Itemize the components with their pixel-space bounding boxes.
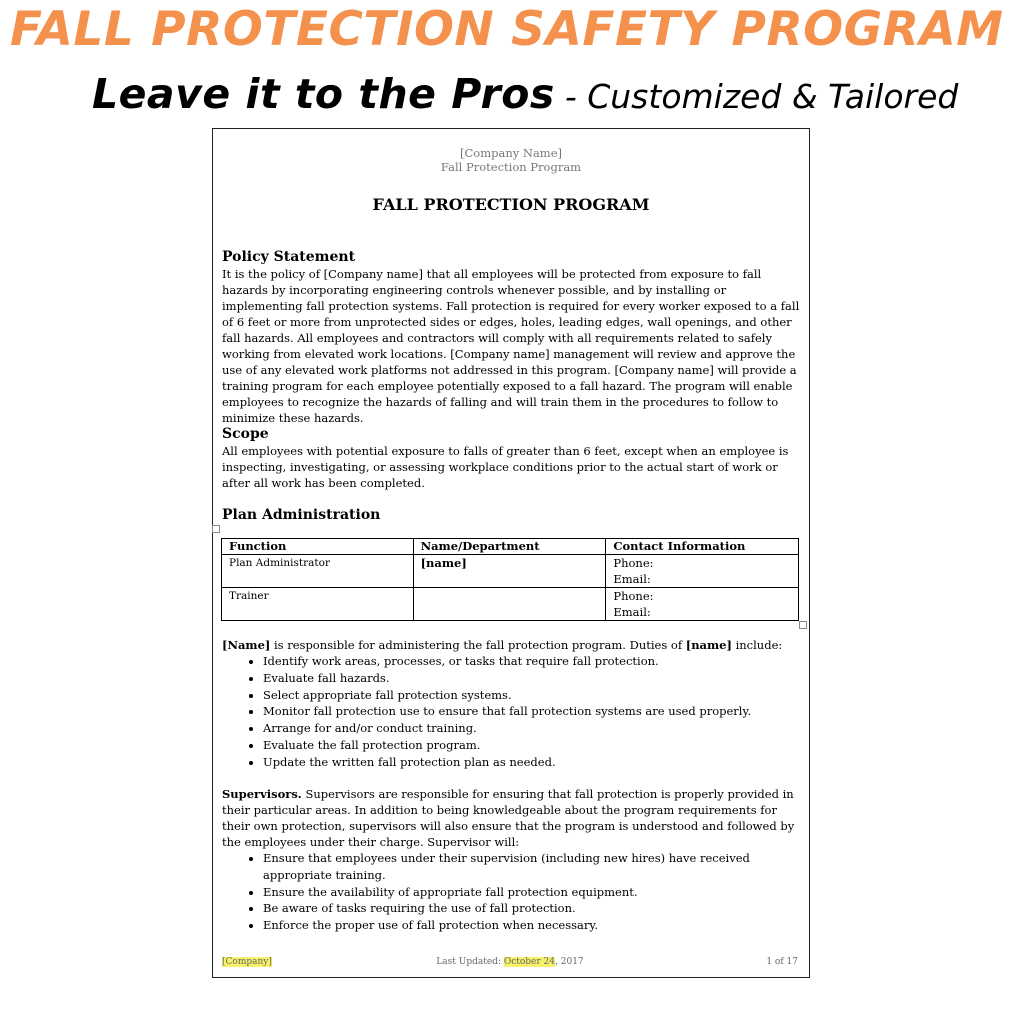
footer-page-number: 1 of 17 [766, 957, 798, 967]
document-title: FALL PROTECTION PROGRAM [372, 195, 650, 214]
duties-intro-name: [Name] [222, 638, 271, 652]
plan-admin-table-wrap [221, 538, 803, 621]
table-cell-contact [606, 555, 799, 588]
plan-admin-section [222, 506, 804, 524]
plan-admin-table [221, 538, 799, 621]
duties-intro-text: is responsible for administering the fall protection program. Duties of [270, 638, 686, 652]
table-header-row [222, 539, 799, 555]
footer-company: [Company] [222, 957, 272, 967]
column-header: Name/Department [413, 539, 606, 555]
phone-label: Phone: [613, 589, 654, 603]
header-company: [Company Name] [459, 146, 562, 160]
list-item: • Select appropriate fall protection systems. [263, 687, 804, 704]
duties-section [222, 637, 804, 771]
list-item: • Update the written fall protection plan as needed. [263, 754, 804, 771]
table-resize-handle[interactable] [799, 621, 807, 629]
table-cell-name: [name] [413, 555, 606, 588]
supervisors-text: Supervisors are responsible for ensuring that fall protection is properly provided in their particular areas. In addition to being knowledgeable about the program requirements for their own protection, supervisors will also ensure that the program is understood and followed by the employees under their charge. Supervisor will: [222, 787, 795, 849]
document-page [212, 128, 810, 978]
column-header: Function [222, 539, 414, 555]
scope-body: All employees with potential exposure to falls of greater than 6 feet, except when an employee is inspecting, investigating, or assessing workplace conditions prior to the actual start of work or after all work has been completed. [222, 444, 789, 490]
supervisor-duties-list [222, 850, 804, 934]
footer-updated-year: , 2017 [555, 957, 584, 967]
duties-intro-end: include: [731, 638, 783, 652]
tagline-subtitle: - Customized & Tailored [564, 77, 959, 116]
supervisors-body [222, 786, 804, 850]
table-row [222, 555, 799, 588]
footer-updated-label: Last Updated: [436, 957, 504, 967]
scope-section [222, 425, 804, 491]
duties-intro [222, 637, 804, 653]
duties-intro-name2: [name] [685, 638, 732, 652]
table-cell-function: Plan Administrator [222, 555, 414, 588]
scope-heading: Scope [222, 426, 269, 442]
table-move-handle[interactable] [212, 525, 220, 533]
email-label: Email: [613, 572, 651, 586]
supervisors-lead: Supervisors. [222, 787, 302, 801]
header-program: Fall Protection Program [440, 160, 582, 174]
duties-list [222, 653, 804, 771]
document-header [213, 146, 809, 174]
tagline [92, 70, 958, 118]
document-footer [222, 957, 798, 969]
list-item: • Evaluate the fall protection program. [263, 737, 804, 754]
policy-section [222, 248, 804, 426]
list-item: • Evaluate fall hazards. [263, 670, 804, 687]
policy-body: It is the policy of [Company name] that all employees will be protected from exposure to fall hazards by incorporating engineering controls whenever possible, and by installing or implementing fall protection systems. Fall protection is required for every worker exposed to a fall of 6 feet or more from unprotected sides or edges, holes, leading edges, wall openings, and other fall hazards. All employees and contractors will comply with all requirements related to safely working from elevated work locations. [Company name] management will review and approve the use of any elevated work platforms not addressed in this program. [Company name] will provide a training program for each employee potentially exposed to a fall hazard. The program will enable employees to recognize the hazards of falling and will train them in the procedures to follow to minimize these hazards. [222, 267, 800, 425]
column-header: Contact Information [606, 539, 799, 555]
footer-updated [222, 957, 798, 967]
table-cell-name [413, 588, 606, 621]
footer-updated-date: October 24 [503, 957, 556, 967]
banner-title: FALL PROTECTION SAFETY PROGRAM [10, 2, 1004, 57]
phone-label: Phone: [613, 556, 654, 570]
table-row [222, 588, 799, 621]
supervisors-section [222, 786, 804, 934]
list-item: • Enforce the proper use of fall protection when necessary. [263, 917, 804, 934]
tagline-bold: Leave it to the Pros [92, 70, 555, 118]
list-item: • Ensure that employees under their supervision (including new hires) have received appropriate training. [263, 850, 804, 884]
plan-admin-heading: Plan Administration [222, 507, 381, 523]
list-item: • Ensure the availability of appropriate fall protection equipment. [263, 884, 804, 901]
list-item: • Monitor fall protection use to ensure that fall protection systems are used properly. [263, 703, 804, 720]
list-item: • Arrange for and/or conduct training. [263, 720, 804, 737]
email-label: Email: [613, 605, 651, 619]
list-item: • Identify work areas, processes, or tasks that require fall protection. [263, 653, 804, 670]
table-cell-contact [606, 588, 799, 621]
list-item: • Be aware of tasks requiring the use of fall protection. [263, 900, 804, 917]
table-cell-function: Trainer [222, 588, 414, 621]
policy-heading: Policy Statement [222, 249, 356, 265]
